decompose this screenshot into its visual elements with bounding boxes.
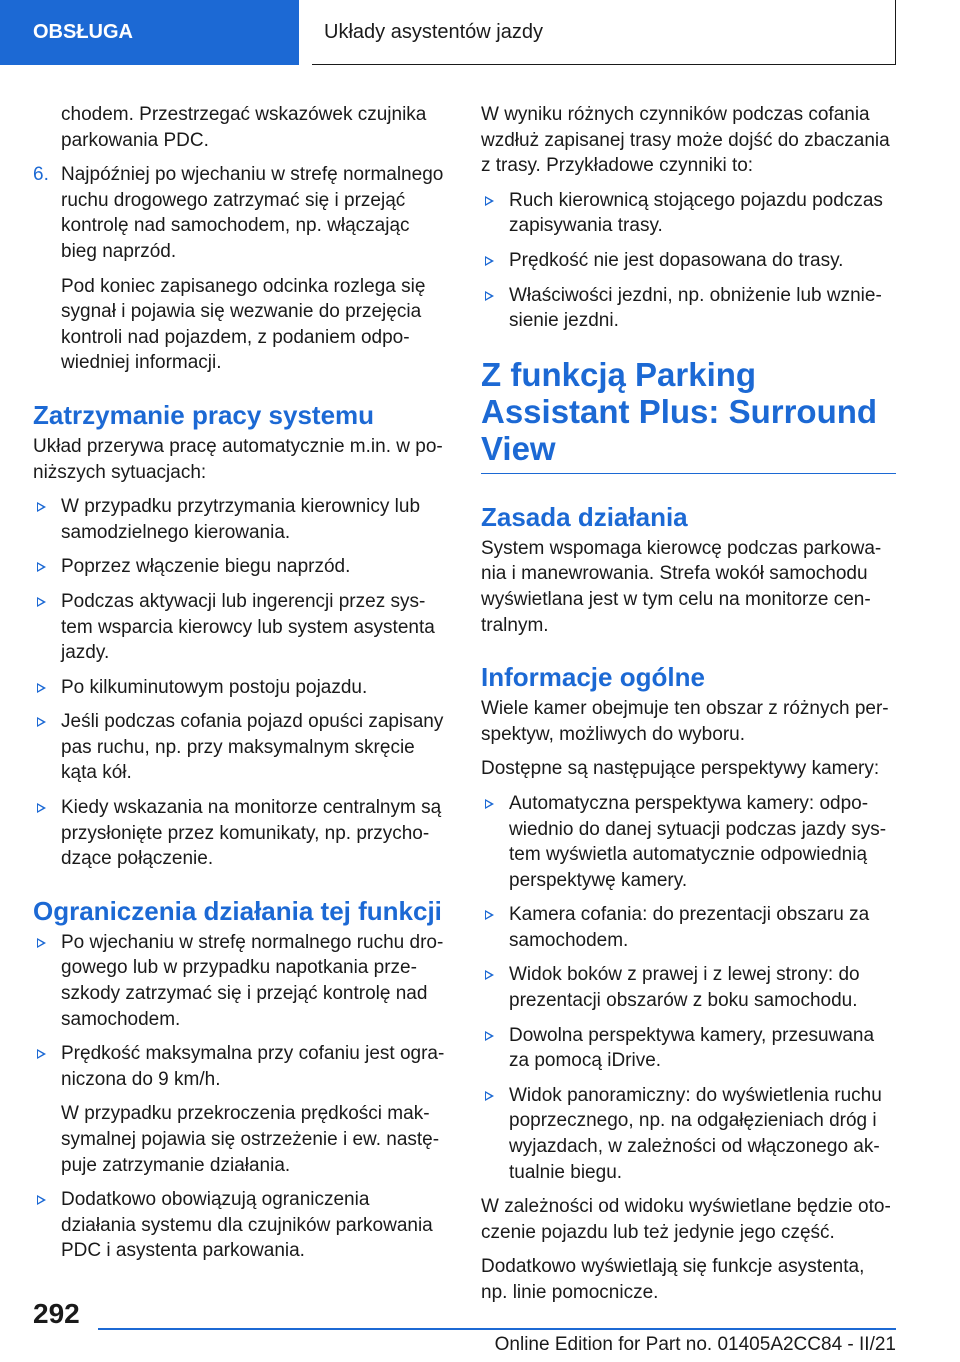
triangle-bullet-icon: [37, 597, 46, 607]
footer-edition: Online Edition for Part no. 01405A2CC84 - II/21: [494, 1334, 896, 1355]
list-item: Kamera cofania: do prezentacji obszaru za samochodem.: [481, 902, 896, 953]
list-item: Automatyczna perspektywa kamery: odpowiednio do danej sytuacji podczas jazdy system wyświetla automatycznie odpowiednią perspektywę kamery.: [481, 791, 896, 893]
list-item: Poprzez włączenie biegu naprzód.: [33, 554, 447, 580]
list-item: Widok boków z prawej i z lewej strony: do prezentacji obszarów z boku samochodu.: [481, 962, 896, 1013]
list-item: Po kilkuminutowym postoju pojazdu.: [33, 675, 447, 701]
triangle-bullet-icon: [485, 910, 494, 920]
list-item: Ruch kierownicą stojącego pojazdu podczas zapisywania trasy.: [481, 188, 896, 239]
chapter-title: Układy asystentów jazdy: [312, 0, 896, 65]
list-item: Dodatkowo obowiązują ograniczenia działania systemu dla czujników parkowania PDC i asystenta parkowania.: [33, 1187, 447, 1264]
list-item: Prędkość maksymalna przy cofaniu jest ograniczona do 9 km/h. W przypadku przekroczenia prędkości maksymalnej pojawia się ostrzeżenie i ew. następuje zatrzymanie działania.: [33, 1041, 447, 1178]
triangle-bullet-icon: [37, 502, 46, 512]
continued-paragraph: chodem. Przestrzegać wskazówek czujnika parkowania PDC.: [61, 104, 427, 151]
heading-principle: Zasada działania: [481, 501, 688, 532]
general-text-2: Dostępne są następujące perspektywy kamery:: [481, 758, 880, 780]
list-item: Prędkość nie jest dopasowana do trasy.: [481, 248, 896, 274]
triangle-bullet-icon: [37, 717, 46, 727]
triangle-bullet-icon: [485, 970, 494, 980]
stop-intro: Układ przerywa pracę automatycznie m.in. w poniższych sytuacjach:: [33, 435, 443, 483]
principle-text: System wspomaga kierowcę podczas parkowania i manewrowania. Strefa wokół samochodu wyświetlana jest w tym celu na monitorze centralnym.: [481, 537, 882, 636]
outro-1: W zależności od widoku wyświetlane będzie otoczenie pojazdu lub też jedynie jego część.: [481, 1196, 891, 1243]
step-note: Pod koniec zapisanego odcinka rozlega się sygnał i pojawia się wezwanie do przejęcia kontroli nad pojazdem, z podaniem odpowiedniej informacji.: [61, 275, 426, 374]
triangle-bullet-icon: [37, 1049, 46, 1059]
triangle-bullet-icon: [485, 196, 494, 206]
triangle-bullet-icon: [485, 291, 494, 301]
list-item: Dowolna perspektywa kamery, przesuwana za pomocą iDrive.: [481, 1023, 896, 1074]
heading-general-info: Informacje ogólne: [481, 662, 705, 693]
step-number: 6.: [33, 164, 49, 186]
triangle-bullet-icon: [485, 256, 494, 266]
list-item: Kiedy wskazania na monitorze centralnym są przysłonięte przez komunikaty, np. przychodzące połączenie.: [33, 795, 447, 872]
triangle-bullet-icon: [485, 799, 494, 809]
list-item: Właściwości jezdni, np. obniżenie lub wzniesienie jezdni.: [481, 283, 896, 334]
triangle-bullet-icon: [485, 1031, 494, 1041]
deviation-intro: W wyniku różnych czynników podczas cofania wzdłuż zapisanej trasy może dojść do zbaczania z trasy. Przykładowe czynniki to:: [481, 104, 890, 177]
triangle-bullet-icon: [37, 562, 46, 572]
list-item: Widok panoramiczny: do wyświetlenia ruchu poprzecznego, np. na odgałęzieniach dróg i wyjazdach, w zależności od włączonego aktualnie biegu.: [481, 1083, 896, 1185]
step-text: Najpóźniej po wjechaniu w strefę normalnego ruchu drogowego zatrzymać się i przejąć kontrolę nad samochodem, np. włączając bieg naprzód.: [61, 164, 444, 262]
triangle-bullet-icon: [37, 938, 46, 948]
left-column: [33, 102, 447, 1273]
list-item: Po wjechaniu w strefę normalnego ruchu drogowego lub w przypadku napotkania przeszkody zatrzymać się i przejąć kontrolę nad samochodem.: [33, 930, 447, 1032]
section-tab: OBSŁUGA: [0, 0, 299, 65]
triangle-bullet-icon: [37, 683, 46, 693]
list-item: W przypadku przytrzymania kierownicy lub samodzielnego kierowania.: [33, 494, 447, 545]
outro-2: Dodatkowo wyświetlają się funkcje asystenta, np. linie pomocnicze.: [481, 1256, 865, 1303]
list-item: Podczas aktywacji lub ingerencji przez system wsparcia kierowcy lub system asystenta jazdy.: [33, 589, 447, 666]
triangle-bullet-icon: [37, 803, 46, 813]
step-6: [33, 162, 447, 264]
heading-system-stop: Zatrzymanie pracy systemu: [33, 399, 375, 430]
right-column: [481, 102, 896, 1315]
list-item: Jeśli podczas cofania pojazd opuści zapisany pas ruchu, np. przy maksymalnym skręcie kąta kół.: [33, 709, 447, 786]
triangle-bullet-icon: [485, 1091, 494, 1101]
heading-surround-view: Z funkcją Parking Assistant Plus: Surround View: [481, 356, 896, 474]
heading-limitations: Ograniczenia działania tej funkcji: [33, 895, 442, 926]
triangle-bullet-icon: [37, 1195, 46, 1205]
list-item-note: W przypadku przekroczenia prędkości maksymalnej pojawia się ostrzeżenie i ew. następuje zatrzymanie działania.: [61, 1103, 440, 1176]
general-text-1: Wiele kamer obejmuje ten obszar z różnych perspektyw, możliwych do wyboru.: [481, 698, 889, 745]
page-number: 292: [33, 1298, 80, 1329]
footer-divider: [98, 1328, 896, 1330]
